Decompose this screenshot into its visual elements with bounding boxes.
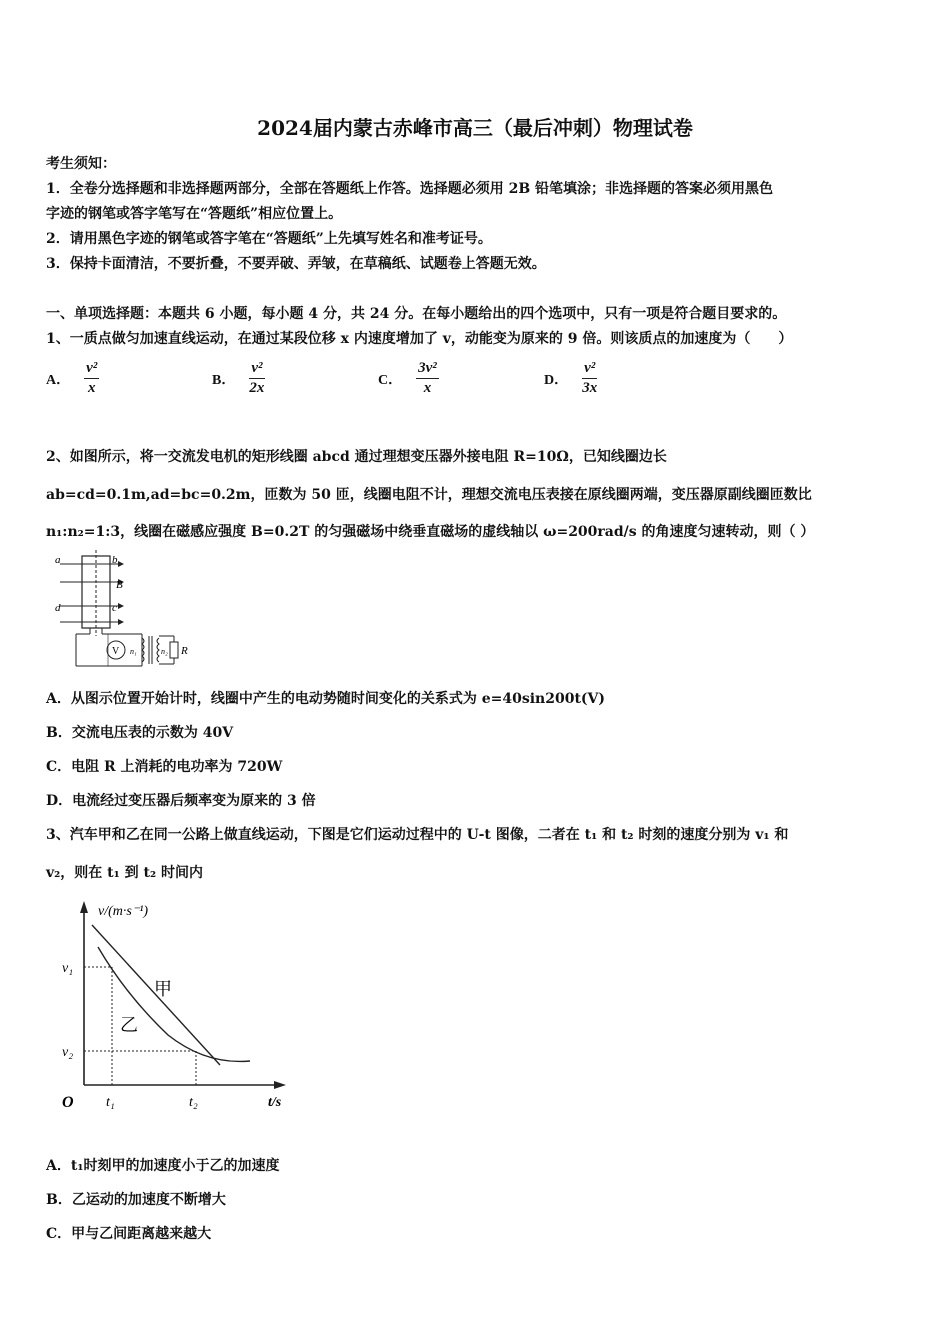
velocity-time-graph — [56, 895, 296, 1115]
origin-label: O — [62, 1094, 74, 1111]
q3-option-c[interactable]: C．甲与乙间距离越来越大 — [46, 1226, 212, 1242]
v1-label: v₁ — [62, 961, 74, 976]
fraction: $\frac{\text{v²}}{3x}$ — [582, 360, 598, 396]
label-c: c — [112, 602, 117, 614]
jia-label: 甲 — [154, 979, 172, 999]
fraction: $\frac{\text{v²}}{2x}$ — [249, 360, 265, 396]
q2-option-a[interactable]: A．从图示位置开始计时，线圈中产生的电动势随时间变化的关系式为 e=40sin200t(V) — [46, 691, 606, 707]
label-n1: n₁ — [130, 647, 137, 656]
section-heading: 一、单项选择题：本题共 6 小题，每小题 4 分，共 24 分。在每小题给出的四个选项中，只有一项是符合题目要求的。 — [46, 306, 787, 322]
label-R: R — [181, 645, 188, 657]
q1-option-a[interactable]: A． $\frac{\text{v²}}{x}$ — [46, 360, 98, 396]
t2-label: t₂ — [189, 1095, 198, 1110]
v2-label: v₂ — [62, 1045, 74, 1060]
question-2-line: 2、如图所示，将一交流发电机的矩形线圈 abcd 通过理想变压器外接电阻 R=10Ω，已知线圈边长 — [46, 449, 667, 465]
page-title: 2024届内蒙古赤峰市高三（最后冲刺）物理试卷 — [257, 116, 693, 140]
label-a: a — [55, 554, 61, 566]
x-axis-label: t/s — [268, 1095, 282, 1110]
q1-option-d[interactable]: D． $\frac{\text{v²}}{3x}$ — [544, 360, 598, 396]
y-axis-label: v/(m·s⁻¹) — [98, 904, 149, 919]
question-2-line: ab=cd=0.1m,ad=bc=0.2m，匝数为 50 匝，线圈电阻不计，理想交流电压表接在原线圈两端，变压器原副线圈匝数比 — [46, 487, 812, 503]
q2-option-b[interactable]: B．交流电压表的示数为 40V — [46, 725, 234, 741]
label-b: b — [112, 554, 118, 566]
jia-curve — [98, 947, 250, 1061]
question-3-line: 3、汽车甲和乙在同一公路上做直线运动，下图是它们运动过程中的 U-t 图像，二者在 t₁ 和 t₂ 时刻的速度分别为 v₁ 和 — [46, 827, 789, 843]
q1-option-c[interactable]: C． $\frac{\text{3v²}}{x}$ — [378, 360, 437, 396]
notice-item: 字迹的钢笔或答字笔写在“答题纸”相应位置上。 — [46, 206, 343, 222]
notice-item: 1．全卷分选择题和非选择题两部分，全部在答题纸上作答。选择题必须用 2B 铅笔填涂；非选择题的答案必须用黑色 — [46, 181, 774, 197]
q1-option-b[interactable]: B． $\frac{\text{v²}}{2x}$ — [212, 360, 265, 396]
question-1-stem: 1、一质点做匀加速直线运动，在通过某段位移 x 内速度增加了 v，动能变为原来的 9 倍。则该质点的加速度为（ ） — [46, 331, 793, 347]
notice-heading: 考生须知： — [46, 156, 116, 172]
notice-item: 2．请用黑色字迹的钢笔或答字笔在“答题纸”上先填写姓名和准考证号。 — [46, 231, 492, 247]
q3-option-a[interactable]: A．t₁时刻甲的加速度小于乙的加速度 — [46, 1158, 280, 1174]
question-2-line: n₁:n₂=1:3，线圈在磁感应强度 B=0.2T 的匀强磁场中绕垂直磁场的虚线轴以 ω=200rad/s 的角速度匀速转动，则（ ） — [46, 524, 815, 540]
notice-item: 3．保持卡面清洁，不要折叠，不要弄破、弄皱，在草稿纸、试题卷上答题无效。 — [46, 256, 546, 272]
yi-label: 乙 — [120, 1015, 138, 1035]
label-n2: n₂ — [161, 647, 168, 656]
fraction: $\frac{\text{v²}}{x}$ — [86, 360, 98, 396]
q3-option-b[interactable]: B．乙运动的加速度不断增大 — [46, 1192, 226, 1208]
label-d: d — [55, 602, 61, 614]
generator-circuit-figure — [46, 550, 196, 672]
voltmeter-label: V — [112, 646, 120, 657]
t1-label: t₁ — [106, 1095, 115, 1110]
question-3-line: v₂，则在 t₁ 到 t₂ 时间内 — [46, 865, 203, 881]
q2-option-c[interactable]: C．电阻 R 上消耗的电功率为 720W — [46, 759, 283, 775]
q2-option-d[interactable]: D．电流经过变压器后频率变为原来的 3 倍 — [46, 793, 316, 809]
label-B: B — [116, 579, 123, 591]
fraction: $\frac{\text{3v²}}{x}$ — [418, 360, 437, 396]
